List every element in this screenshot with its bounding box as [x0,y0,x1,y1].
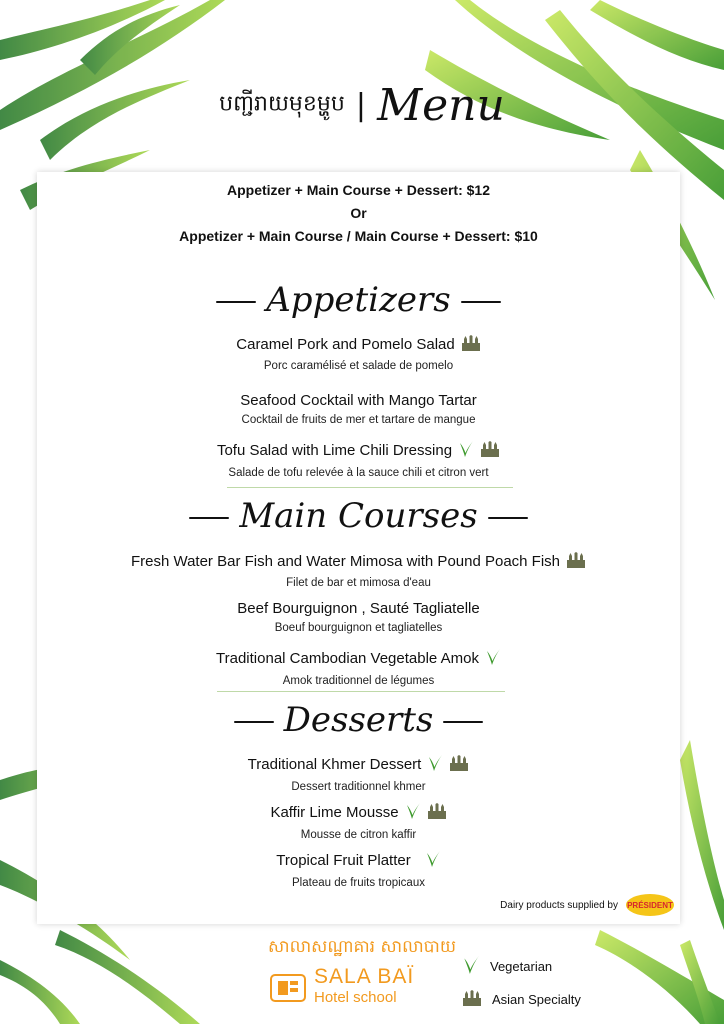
asian-specialty-icon [449,755,469,775]
menu-item [37,600,680,634]
svg-text:PRÉSIDENT: PRÉSIDENT [627,901,673,910]
khmer-menu-title: បញ្ជីរាយមុខម្ហូប [219,91,345,117]
vegetarian-icon [425,850,441,872]
dairy-supplier-note [500,891,676,920]
item-name: Kaffir Lime Mousse [270,803,399,821]
vegetarian-icon [462,955,480,978]
sala-bai-logo [268,936,456,1006]
hotel-bell-icon [268,969,308,1003]
item-description: Mousse de citron kaffir [300,829,417,841]
menu-item [37,440,680,479]
item-name: Fresh Water Bar Fish and Water Mimosa with Pound Poach Fish [130,552,561,570]
asian-specialty-icon [427,803,447,823]
item-name: Beef Bourguignon , Sauté Tagliatelle [237,600,480,617]
school-subtitle: Hotel school [314,989,397,1006]
menu-item [37,754,680,793]
legend-asian-label: Asian Specialty [492,992,581,1007]
menu-item [37,392,680,426]
asian-specialty-icon [566,552,586,572]
legend-vegetarian-label: Vegetarian [490,959,553,974]
menu-card [37,172,680,924]
asian-specialty-icon [461,335,481,355]
legend-vegetarian [462,955,552,978]
pricing-line-1: Appetizer + Main Course + Dessert: $12 [227,182,490,198]
vegetarian-icon [405,802,421,824]
main-courses-heading: Main Courses [37,496,680,536]
item-name: Seafood Cocktail with Mango Tartar [240,392,477,409]
dairy-supplier-text: Dairy products supplied by [500,900,618,911]
item-description: Porc caramélisé et salade de pomelo [263,360,454,372]
school-name: SALA BAÏ [314,965,415,988]
khmer-school-name: សាលាសណ្ឋាគារ សាលាបាយ [268,937,457,957]
section-divider [227,487,513,488]
legend-asian-specialty [462,990,581,1009]
menu-item [37,648,680,687]
desserts-heading: Desserts [37,700,680,740]
item-description: Filet de bar et mimosa d'eau [286,577,431,589]
menu-item [37,802,680,841]
pricing-line-3: Appetizer + Main Course / Main Course + Dessert: $10 [179,228,538,244]
item-name: Traditional Khmer Dessert [247,755,422,773]
item-name: Traditional Cambodian Vegetable Amok [216,649,479,667]
vegetarian-icon [458,440,474,462]
item-name: Tofu Salad with Lime Chili Dressing [216,441,453,459]
vegetarian-icon [485,648,501,670]
menu-item [37,850,680,889]
section-divider [217,691,505,692]
item-name: Caramel Pork and Pomelo Salad [236,335,455,353]
menu-header [0,80,724,131]
president-logo [624,891,676,920]
menu-title: Menu [377,80,505,131]
title-separator: | [355,88,366,123]
vegetarian-icon [427,754,443,776]
menu-item [37,552,680,589]
item-description: Dessert traditionnel khmer [291,781,426,793]
item-description: Amok traditionnel de légumes [282,675,435,687]
asian-specialty-icon [462,990,482,1009]
pricing-block [37,179,680,248]
item-name: Tropical Fruit Platter [276,851,411,869]
item-description: Salade de tofu relevée à la sauce chili et citron vert [228,467,489,479]
menu-item [37,335,680,372]
asian-specialty-icon [480,441,500,461]
item-description: Boeuf bourguignon et tagliatelles [274,622,443,634]
item-description: Cocktail de fruits de mer et tartare de mangue [241,414,476,426]
item-description: Plateau de fruits tropicaux [292,877,425,889]
appetizers-heading: Appetizers [37,280,680,320]
pricing-line-2: Or [350,205,367,221]
